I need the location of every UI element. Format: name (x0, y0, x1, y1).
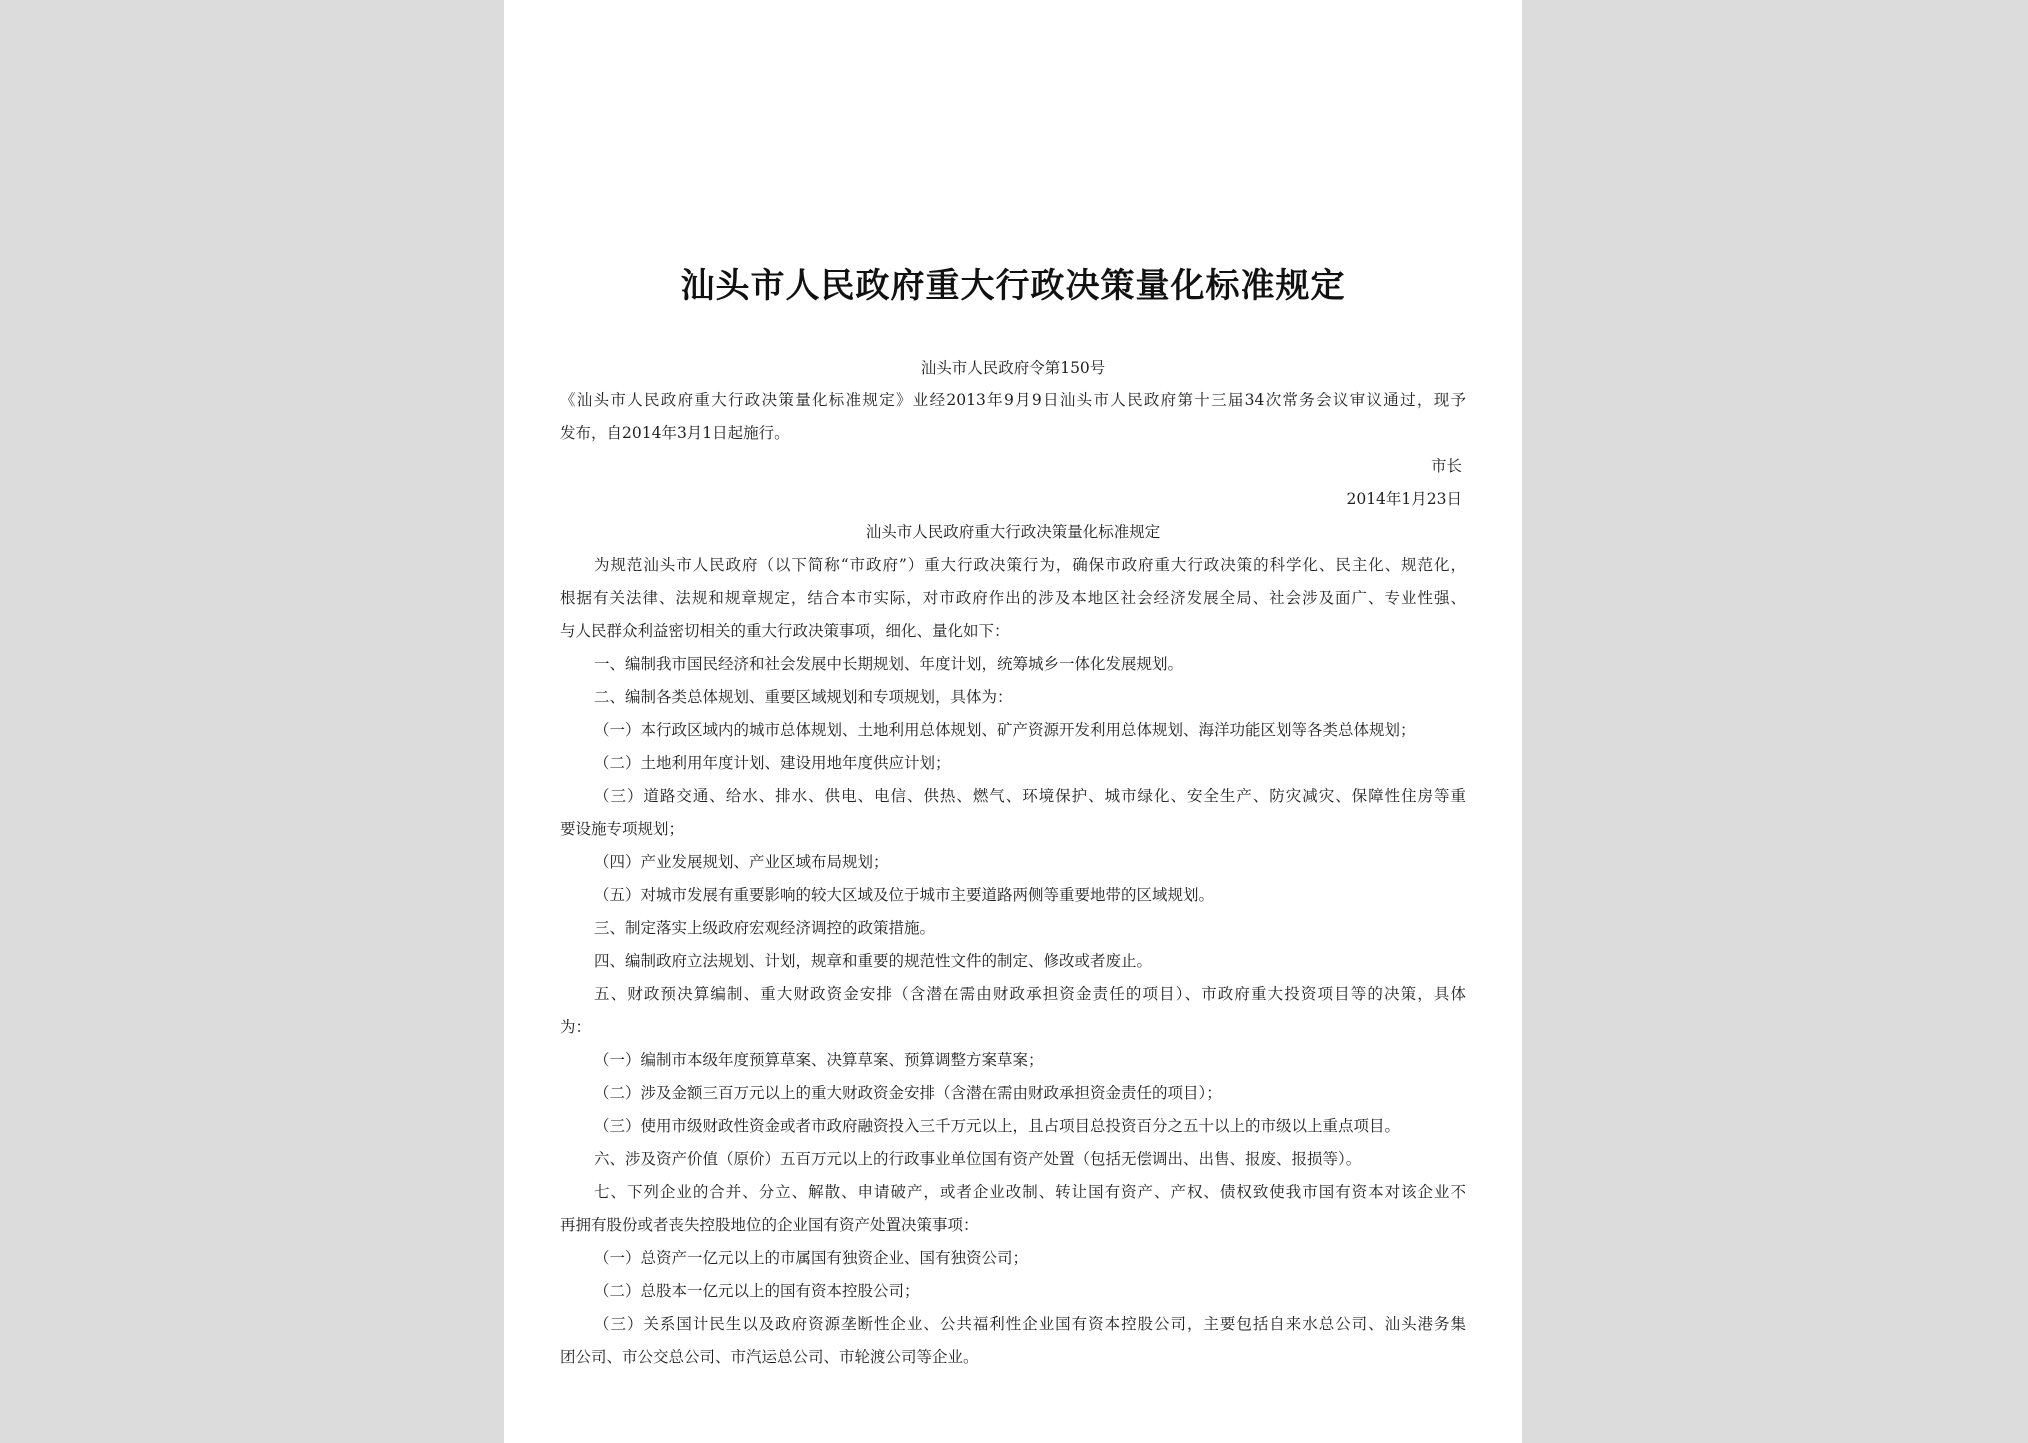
list-item: （一）编制市本级年度预算草案、决算草案、预算调整方案草案； (594, 1051, 1044, 1069)
list-item: 二、编制各类总体规划、重要区域规划和专项规划，具体为： (594, 688, 1013, 706)
list-item: 一、编制我市国民经济和社会发展中长期规划、年度计划，统筹城乡一体化发展规划。 (594, 655, 1184, 673)
signing-date: 2014年1月23日 (1346, 490, 1462, 508)
list-item: （三）关系国计民生以及政府资源垄断性企业、公共福利性企业国有资本控股公司，主要包括自来水总公司、汕头港务集 (594, 1315, 1466, 1333)
list-item: （四）产业发展规划、产业区域布局规划； (594, 853, 889, 871)
list-item: （五）对城市发展有重要影响的较大区域及位于城市主要道路两侧等重要地带的区域规划。 (594, 886, 1215, 904)
list-item: （二）总股本一亿元以上的国有资本控股公司； (594, 1282, 920, 1300)
list-item-continuation: 再拥有股份或者丧失控股地位的企业国有资产处置决策事项： (560, 1216, 979, 1234)
list-item: （一）本行政区域内的城市总体规划、土地利用总体规划、矿产资源开发利用总体规划、海洋功能区划等各类总体规划； (594, 721, 1416, 739)
list-item-continuation: 为： (560, 1018, 592, 1036)
list-item: （三）道路交通、给水、排水、供电、电信、供热、燃气、环境保护、城市绿化、安全生产、防灾减灾、保障性住房等重 (594, 787, 1466, 805)
list-item: （二）土地利用年度计划、建设用地年度供应计划； (594, 754, 951, 772)
list-item: 三、制定落实上级政府宏观经济调控的政策措施。 (594, 919, 936, 937)
paragraph-line: 发布，自2014年3月1日起施行。 (560, 424, 790, 442)
paragraph-line: 根据有关法律、法规和规章规定，结合本市实际，对市政府作出的涉及本地区社会经济发展全局、社会涉及面广、专业性强、 (560, 589, 1466, 607)
list-item-continuation: 团公司、市公交总公司、市汽运总公司、市轮渡公司等企业。 (560, 1348, 979, 1366)
list-item: 七、下列企业的合并、分立、解散、申请破产，或者企业改制、转让国有资产、产权、债权致使我市国有资本对该企业不 (594, 1183, 1466, 1201)
list-item: 六、涉及资产价值（原价）五百万元以上的行政事业单位国有资产处置（包括无偿调出、出售、报废、报损等）。 (594, 1150, 1362, 1168)
order-number: 汕头市人民政府令第150号 (920, 359, 1106, 377)
list-item: （二）涉及金额三百万元以上的重大财政资金安排（含潜在需由财政承担资金责任的项目）； (594, 1084, 1222, 1102)
paragraph-line: 为规范汕头市人民政府（以下简称“市政府”）重大行政决策行为，确保市政府重大行政决策的科学化、民主化、规范化， (594, 556, 1466, 574)
subtitle: 汕头市人民政府重大行政决策量化标准规定 (865, 523, 1161, 541)
signatory-title: 市长 (1430, 457, 1462, 475)
document-page (504, 0, 1522, 1443)
list-item: （一）总资产一亿元以上的市属国有独资企业、国有独资公司； (594, 1249, 1029, 1267)
paragraph-line: 与人民群众利益密切相关的重大行政决策事项，细化、量化如下： (560, 622, 1010, 640)
list-item: 四、编制政府立法规划、计划，规章和重要的规范性文件的制定、修改或者废止。 (594, 952, 1153, 970)
list-item-continuation: 要设施专项规划； (560, 820, 685, 838)
document-title: 汕头市人民政府重大行政决策量化标准规定 (680, 266, 1346, 306)
list-item: （三）使用市级财政性资金或者市政府融资投入三千万元以上，且占项目总投资百分之五十以上的市级以上重点项目。 (594, 1117, 1401, 1135)
list-item: 五、财政预决算编制、重大财政资金安排（含潜在需由财政承担资金责任的项目）、市政府重大投资项目等的决策，具体 (594, 985, 1466, 1003)
paragraph-line: 《汕头市人民政府重大行政决策量化标准规定》业经2013年9月9日汕头市人民政府第十三届34次常务会议审议通过，现予 (560, 391, 1466, 409)
